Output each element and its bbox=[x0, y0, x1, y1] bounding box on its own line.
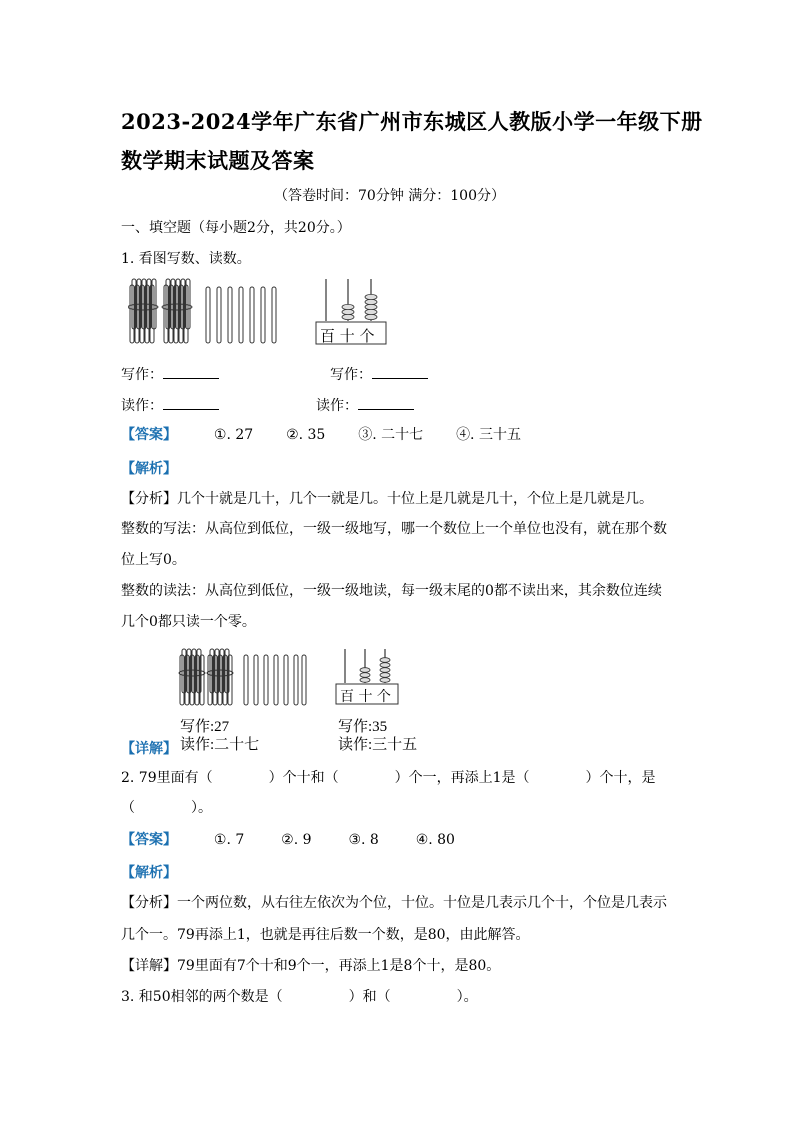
q3-stem: 3. 和50相邻的两个数是（ ）和（ ）。 bbox=[121, 989, 478, 1005]
answer-item: ①. 27 bbox=[213, 427, 254, 443]
fig-write-35: 写作:35 bbox=[338, 719, 388, 735]
answer-item: ④. 80 bbox=[415, 832, 455, 848]
detail-tag: 【详解】 bbox=[121, 741, 177, 757]
answer-blank[interactable] bbox=[358, 395, 414, 410]
answer-item: ③. 二十七 bbox=[358, 427, 424, 443]
answer-item: ②. 35 bbox=[286, 427, 326, 443]
doc-title-line2: 数学期末试题及答案 bbox=[121, 148, 315, 173]
answer-blank[interactable] bbox=[163, 395, 219, 410]
q2-stem: 2. 79里面有（ ）个十和（ ）个一，再添上1是（ ）个十，是 bbox=[121, 770, 656, 786]
doc-title-line1: 2023-2024学年广东省广州市东城区人教版小学一年级下册 bbox=[121, 109, 703, 134]
answer-item: ①. 7 bbox=[213, 832, 245, 848]
fig-read-35: 读作:三十五 bbox=[338, 737, 418, 753]
q1-analysis-3b: 几个0都只读一个零。 bbox=[121, 614, 256, 630]
analysis-tag: 【解析】 bbox=[121, 461, 177, 477]
fig-write-27: 写作:27 bbox=[180, 719, 230, 735]
q1-analysis-3a: 整数的读法：从高位到低位，一级一级地读，每一级末尾的0都不读出来，其余数位连续 bbox=[121, 583, 662, 599]
abacus-label: 百 十 个 bbox=[320, 327, 375, 345]
answer-tag: 【答案】 bbox=[121, 832, 177, 848]
answer-tag: 【答案】 bbox=[121, 427, 177, 443]
q1-analysis-1: 【分析】几个十就是几十，几个一就是几。十位上是几就是几十，个位上是几就是几。 bbox=[121, 491, 653, 507]
detail-abacus-label: 百 十 个 bbox=[340, 689, 391, 705]
answer-blank[interactable] bbox=[163, 364, 219, 379]
analysis-tag: 【解析】 bbox=[121, 865, 177, 881]
exam-info: （答卷时间：70分钟 满分：100分） bbox=[274, 188, 505, 204]
q2-stem-cont: （ ）。 bbox=[121, 800, 212, 816]
fig-read-27: 读作:二十七 bbox=[180, 737, 260, 753]
q1-write-left: 写作： bbox=[121, 364, 219, 385]
sticks-figure bbox=[128, 277, 283, 345]
q2-answer-row bbox=[121, 830, 455, 850]
detail-sticks-figure bbox=[178, 647, 308, 707]
answer-item: ④. 三十五 bbox=[456, 427, 521, 443]
answer-blank[interactable] bbox=[372, 364, 428, 379]
section-heading: 一、填空题（每小题2分，共20分。） bbox=[121, 220, 351, 236]
q2-analysis-2: 几个一。79再添上1，也就是再往后数一个数，是80，由此解答。 bbox=[121, 927, 530, 943]
q1-read-right: 读作： bbox=[316, 395, 414, 416]
q2-analysis-1: 【分析】一个两位数，从右往左依次为个位，十位。十位是几表示几个十，个位是几表示 bbox=[121, 895, 667, 911]
q1-read-left: 读作： bbox=[121, 395, 219, 416]
q1-answer-row bbox=[121, 425, 521, 445]
q1-analysis-2b: 位上写0。 bbox=[121, 552, 186, 568]
q2-detail: 【详解】79里面有7个十和9个一，再添上1是8个十，是80。 bbox=[121, 958, 501, 974]
answer-item: ②. 9 bbox=[281, 832, 312, 848]
q1-stem: 1. 看图写数、读数。 bbox=[121, 251, 251, 267]
q1-write-right: 写作： bbox=[330, 364, 428, 385]
answer-item: ③. 8 bbox=[348, 832, 379, 848]
q1-analysis-2a: 整数的写法：从高位到低位，一级一级地写，哪一个数位上一个单位也没有，就在那个数 bbox=[121, 521, 667, 537]
